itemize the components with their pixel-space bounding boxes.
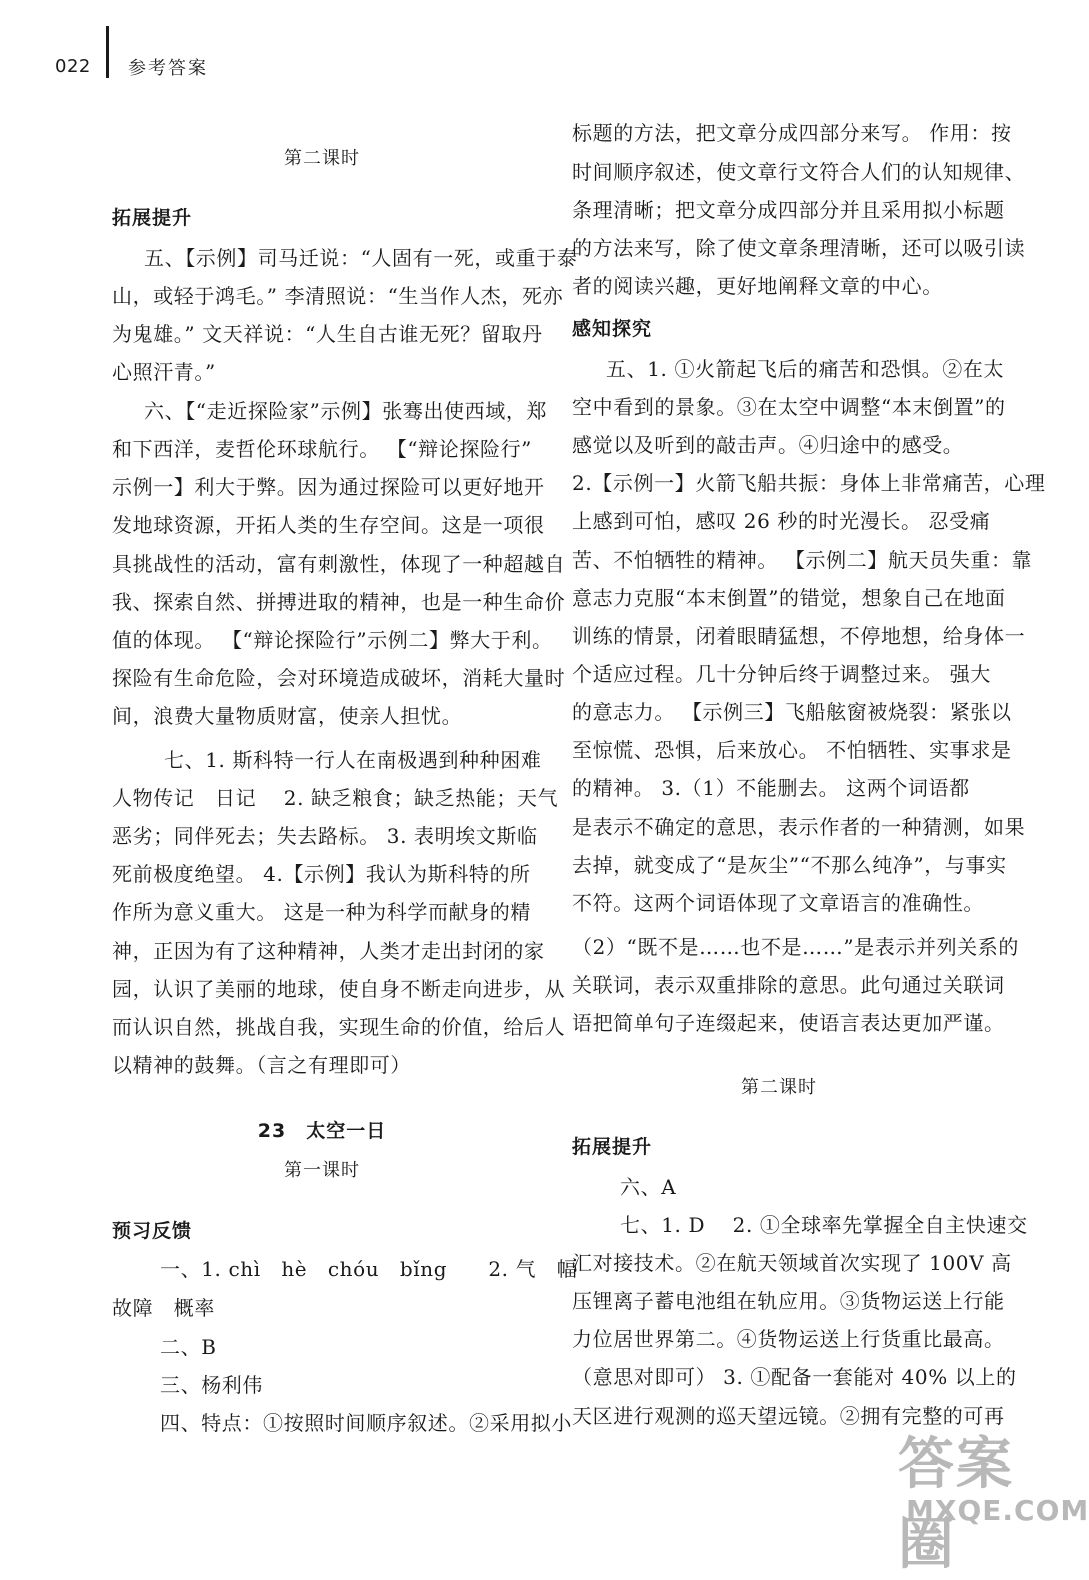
text-line: 语把简单句子连缀起来，使语言表达更加严谨。: [572, 1011, 1005, 1035]
text-line: 标题的方法，把文章分成四部分来写。 作用：按: [572, 121, 1012, 145]
text-line: 神，正因为有了这种精神，人类才走出封闭的家: [112, 939, 545, 963]
text-line: 我、探索自然、拼搏进取的精神，也是一种生命价: [112, 590, 566, 614]
text-line: 探险有生命危险，会对环境造成破坏，消耗大量时: [112, 666, 566, 690]
text-line: 七、1. D 2. ①全球率先掌握全自主快速交: [620, 1213, 1028, 1237]
subsection-heading: 拓展提升: [572, 1136, 653, 1158]
section-heading-lesson-2: 第二课时: [284, 148, 360, 169]
text-line: 训练的情景，闭着眼睛猛想，不停地想，给身体一: [572, 624, 1026, 648]
text-line: 的方法来写，除了使文章条理清晰，还可以吸引读: [572, 236, 1026, 260]
text-line: 压锂离子蓄电池组在轨应用。③货物运送上行能: [572, 1289, 1005, 1313]
header-title: 参考答案: [128, 58, 208, 79]
text-line: 人物传记 日记 2. 缺乏粮食；缺乏热能；天气: [112, 786, 559, 810]
text-line: 以精神的鼓舞。（言之有理即可）: [112, 1053, 411, 1077]
text-line: （2）“既不是……也不是……”是表示并列关系的: [572, 935, 1019, 959]
watermark-logo: [880, 1420, 1089, 1577]
text-line: 去掉，就变成了“是灰尘”“不那么纯净”，与事实: [572, 853, 1007, 877]
header-divider: [106, 26, 109, 78]
text-line: 发地球资源，开拓人类的生存空间。这是一项很: [112, 513, 545, 537]
text-line: 心照汗青。”: [112, 360, 216, 384]
watermark-cn: 答案圈: [898, 1432, 1014, 1577]
page-header: [0, 0, 1062, 100]
text-line: 时间顺序叙述，使文章行文符合人们的认知规律、: [572, 160, 1026, 184]
text-line: （意思对即可） 3. ①配备一套能对 40% 以上的: [572, 1365, 1017, 1389]
text-line: 上感到可怕，感叹 26 秒的时光漫长。 忍受痛: [572, 509, 991, 533]
text-line: 死前极度绝望。 4.【示例】我认为斯科特的所: [112, 862, 531, 886]
text-line: 五、【示例】司马迁说：“人固有一死，或重于泰: [144, 246, 578, 270]
text-line: 个适应过程。几十分钟后终于调整过来。 强大: [572, 662, 991, 686]
text-line: 者的阅读兴趣，更好地阐释文章的中心。: [572, 274, 943, 298]
text-line: 的精神。 3.（1）不能删去。 这两个词语都: [572, 776, 970, 800]
text-line: 作所为意义重大。 这是一种为科学而献身的精: [112, 900, 531, 924]
text-line: 四、特点：①按照时间顺序叙述。②采用拟小: [160, 1411, 572, 1435]
section-heading-lesson-2: 第二课时: [741, 1077, 817, 1098]
text-line: 具挑战性的活动，富有刺激性，体现了一种超越自: [112, 552, 566, 576]
text-line: 2.【示例一】火箭飞船共振：身体上非常痛苦，心理: [572, 471, 1046, 495]
text-line: 不符。这两个词语体现了文章语言的准确性。: [572, 891, 984, 915]
text-line: 空中看到的景象。③在太空中调整“本末倒置”的: [572, 395, 1006, 419]
text-line: 间，浪费大量物质财富，使亲人担忧。: [112, 704, 463, 728]
text-line: 三、杨利伟: [160, 1373, 263, 1397]
section-heading-lesson-1: 第一课时: [284, 1160, 360, 1181]
text-line: 的意志力。 【示例三】飞船舷窗被烧裂：紧张以: [572, 700, 1012, 724]
text-line: 园，认识了美丽的地球，使自身不断走向进步，从: [112, 977, 566, 1001]
text-line: 六、【“走近探险家”示例】张骞出使西域，郑: [144, 399, 548, 423]
text-line: 苦、不怕牺牲的精神。 【示例二】航天员失重：靠: [572, 548, 1033, 572]
text-line: 是表示不确定的意思，表示作者的一种猜测，如果: [572, 815, 1026, 839]
text-line: 感觉以及听到的敲击声。④归途中的感受。: [572, 433, 964, 457]
page-number: 022: [55, 56, 91, 77]
text-line: 为鬼雄。” 文天祥说：“人生自古谁无死？留取丹: [112, 322, 543, 346]
text-line: 六、A: [620, 1175, 677, 1199]
subsection-heading: 预习反馈: [112, 1220, 193, 1242]
text-line: 意志力克服“本末倒置”的错觉，想象自己在地面: [572, 586, 1006, 610]
subsection-heading: 拓展提升: [112, 207, 193, 229]
text-line: 条理清晰；把文章分成四部分并且采用拟小标题: [572, 198, 1005, 222]
text-line: 恶劣；同伴死去；失去路标。 3. 表明埃文斯临: [112, 824, 538, 848]
text-line: 五、1. ①火箭起飞后的痛苦和恐惧。②在太: [606, 357, 1005, 381]
text-line: 汇对接技术。②在航天领域首次实现了 100V 高: [572, 1251, 1012, 1275]
text-line: 至惊慌、恐惧，后来放心。 不怕牺牲、实事求是: [572, 738, 1012, 762]
watermark-en: MXQE.COM: [906, 1494, 1089, 1527]
text-line: 关联词，表示双重排除的意思。此句通过关联词: [572, 973, 1005, 997]
text-line: 七、1. 斯科特一行人在南极遇到种种困难: [164, 748, 542, 772]
text-line: 故障 概率: [112, 1296, 215, 1320]
subsection-heading: 感知探究: [572, 318, 653, 340]
lesson-title: 23 太空一日: [257, 1120, 387, 1142]
text-line: 山，或轻于鸿毛。” 李清照说：“生当作人杰，死亦: [112, 284, 564, 308]
text-line: 值的体现。 【“辩论探险行”示例二】弊大于利。: [112, 628, 553, 652]
text-line: 力位居世界第二。④货物运送上行货重比最高。: [572, 1327, 1005, 1351]
text-line: 天区进行观测的巡天望远镜。②拥有完整的可再: [572, 1404, 1005, 1428]
text-line: 而认识自然，挑战自我，实现生命的价值，给后人: [112, 1015, 566, 1039]
text-line: 一、1. chì hè chóu bǐng 2. 气 幅: [160, 1257, 578, 1281]
text-line: 和下西洋，麦哲伦环球航行。 【“辩论探险行”: [112, 437, 533, 461]
text-line: 示例一】利大于弊。因为通过探险可以更好地开: [112, 475, 545, 499]
text-line: 二、B: [160, 1335, 217, 1359]
